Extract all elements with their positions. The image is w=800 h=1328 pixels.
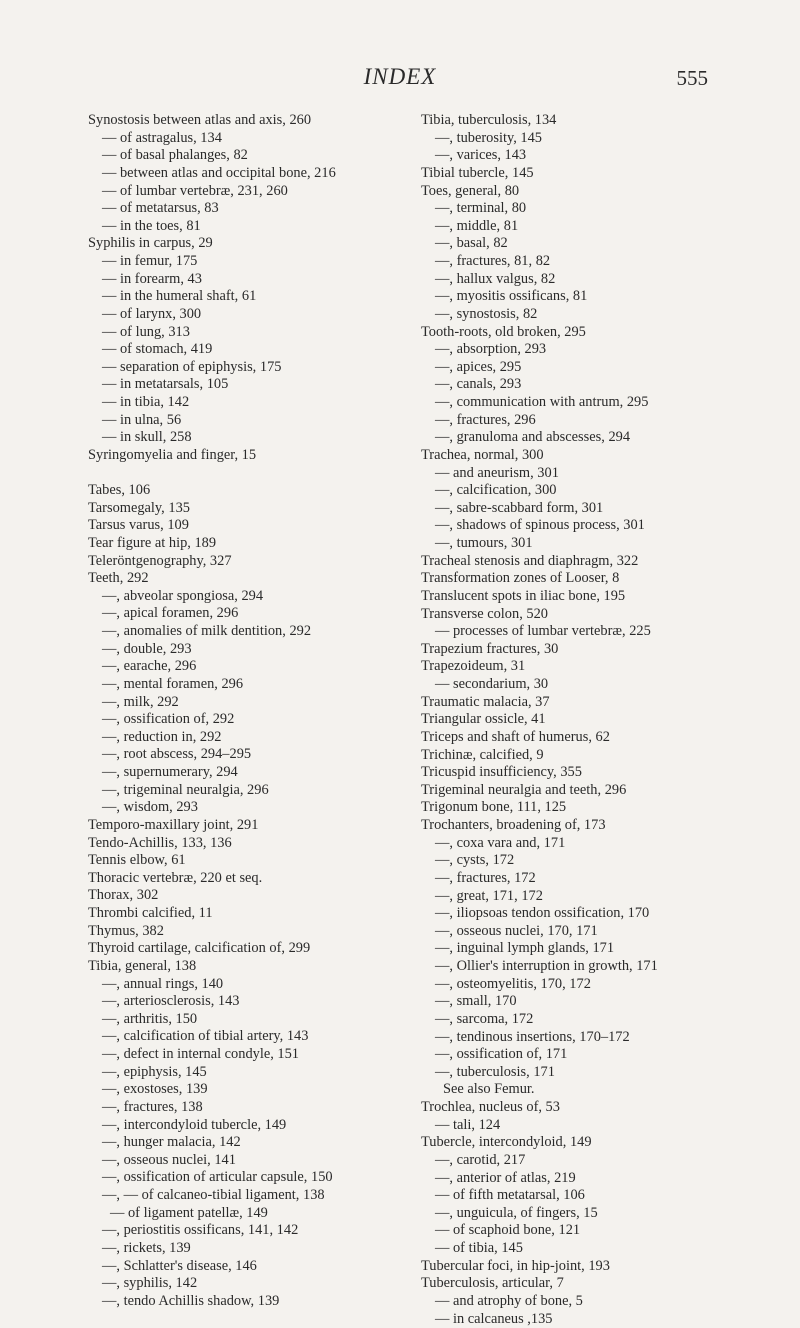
index-subentry: —, milk, 292 [88,694,413,712]
index-subentry: —, wisdom, 293 [88,799,413,817]
index-subentry: —, communication with antrum, 295 [421,394,751,412]
index-column-left [88,112,413,1310]
index-subentry: —, apices, 295 [421,359,751,377]
index-subentry: —, annual rings, 140 [88,976,413,994]
index-subentry: —, fractures, 81, 82 [421,253,751,271]
index-subentry: —, defect in internal condyle, 151 [88,1046,413,1064]
index-entry: Toes, general, 80 [421,183,751,201]
index-entry: Teleröntgenography, 327 [88,553,413,571]
index-entry: Triceps and shaft of humerus, 62 [421,729,751,747]
index-subentry: — in the humeral shaft, 61 [88,288,413,306]
index-subentry: — in femur, 175 [88,253,413,271]
index-entry: Tooth-roots, old broken, 295 [421,324,751,342]
index-entry: Thyroid cartilage, calcification of, 299 [88,940,413,958]
index-subentry: —, arthritis, 150 [88,1011,413,1029]
index-subentry: —, absorption, 293 [421,341,751,359]
index-subentry: —, trigeminal neuralgia, 296 [88,782,413,800]
index-entry: Trigonum bone, 111, 125 [421,799,751,817]
index-entry: Thrombi calcified, 11 [88,905,413,923]
index-subentry: —, tendinous insertions, 170–172 [421,1029,751,1047]
index-entry: Tabes, 106 [88,482,413,500]
index-entry: Trochlea, nucleus of, 53 [421,1099,751,1117]
index-subentry: —, coxa vara and, 171 [421,835,751,853]
index-column-right [421,112,751,1328]
index-subentry: —, sabre-scabbard form, 301 [421,500,751,518]
index-subentry: —, myositis ossificans, 81 [421,288,751,306]
index-entry: Syphilis in carpus, 29 [88,235,413,253]
index-subentry: —, arteriosclerosis, 143 [88,993,413,1011]
index-entry: Transverse colon, 520 [421,606,751,624]
index-subentry: — of metatarsus, 83 [88,200,413,218]
index-entry: Tendo-Achillis, 133, 136 [88,835,413,853]
index-entry: Trigeminal neuralgia and teeth, 296 [421,782,751,800]
index-entry: Tarsomegaly, 135 [88,500,413,518]
index-subentry: See also Femur. [421,1081,751,1099]
index-subentry: — of lumbar vertebræ, 231, 260 [88,183,413,201]
index-subentry: —, fractures, 296 [421,412,751,430]
index-subentry: —, osseous nuclei, 141 [88,1152,413,1170]
index-subentry: — processes of lumbar vertebræ, 225 [421,623,751,641]
index-subentry: —, double, 293 [88,641,413,659]
index-subentry: —, fractures, 138 [88,1099,413,1117]
index-subentry: —, anomalies of milk dentition, 292 [88,623,413,641]
index-subentry: —, varices, 143 [421,147,751,165]
index-subentry: — of stomach, 419 [88,341,413,359]
index-entry: Thorax, 302 [88,887,413,905]
index-subentry: —, root abscess, 294–295 [88,746,413,764]
index-subentry: —, tumours, 301 [421,535,751,553]
index-subentry: — separation of epiphysis, 175 [88,359,413,377]
index-subentry: — in skull, 258 [88,429,413,447]
index-subentry: —, tuberculosis, 171 [421,1064,751,1082]
index-entry: Tuberculosis, articular, 7 [421,1275,751,1293]
index-subentry: —, calcification, 300 [421,482,751,500]
index-subentry: —, earache, 296 [88,658,413,676]
index-subentry: — in tibia, 142 [88,394,413,412]
index-entry: Tarsus varus, 109 [88,517,413,535]
index-subentry: —, great, 171, 172 [421,888,751,906]
index-entry: Tubercular foci, in hip-joint, 193 [421,1258,751,1276]
index-entry: Transformation zones of Looser, 8 [421,570,751,588]
index-entry: Tibial tubercle, 145 [421,165,751,183]
index-subentry: —, periostitis ossificans, 141, 142 [88,1222,413,1240]
index-subentry: —, hallux valgus, 82 [421,271,751,289]
index-subentry: —, supernumerary, 294 [88,764,413,782]
index-subentry: —, ossification of articular capsule, 150 [88,1169,413,1187]
index-entry: Thymus, 382 [88,923,413,941]
index-entry: Tracheal stenosis and diaphragm, 322 [421,553,751,571]
index-subentry: —, — of calcaneo-tibial ligament, 138 [88,1187,413,1205]
index-subentry: — in forearm, 43 [88,271,413,289]
index-subentry: — in calcaneus ,135 [421,1311,751,1328]
index-subentry: —, canals, 293 [421,376,751,394]
index-subentry: — of lung, 313 [88,324,413,342]
index-subentry: —, Schlatter's disease, 146 [88,1258,413,1276]
index-subentry: —, intercondyloid tubercle, 149 [88,1117,413,1135]
index-subentry: —, osseous nuclei, 170, 171 [421,923,751,941]
page-number: 555 [677,66,709,91]
index-subentry: — tali, 124 [421,1117,751,1135]
index-subentry: —, apical foramen, 296 [88,605,413,623]
index-entry: Tear figure at hip, 189 [88,535,413,553]
index-subentry: —, ossification of, 171 [421,1046,751,1064]
index-entry: Tubercle, intercondyloid, 149 [421,1134,751,1152]
index-entry: Trapezoideum, 31 [421,658,751,676]
index-subentry: — of larynx, 300 [88,306,413,324]
index-entry: Triangular ossicle, 41 [421,711,751,729]
index-subentry: —, sarcoma, 172 [421,1011,751,1029]
index-subentry: —, reduction in, 292 [88,729,413,747]
page-header [0,64,800,94]
index-subentry: —, anterior of atlas, 219 [421,1170,751,1188]
index-entry: Thoracic vertebræ, 220 et seq. [88,870,413,888]
index-subentry: — and aneurism, 301 [421,465,751,483]
index-entry: Trapezium fractures, 30 [421,641,751,659]
index-subentry: —, tendo Achillis shadow, 139 [88,1293,413,1311]
index-subentry: —, hunger malacia, 142 [88,1134,413,1152]
index-subentry: —, osteomyelitis, 170, 172 [421,976,751,994]
index-subentry: —, cysts, 172 [421,852,751,870]
index-entry: Tibia, general, 138 [88,958,413,976]
index-subentry: —, terminal, 80 [421,200,751,218]
index-subentry: —, iliopsoas tendon ossification, 170 [421,905,751,923]
index-subentry: —, carotid, 217 [421,1152,751,1170]
index-subentry: —, shadows of spinous process, 301 [421,517,751,535]
index-subentry: — of tibia, 145 [421,1240,751,1258]
index-entry: Teeth, 292 [88,570,413,588]
index-entry: Trichinæ, calcified, 9 [421,747,751,765]
index-subentry: —, abveolar spongiosa, 294 [88,588,413,606]
index-entry: Traumatic malacia, 37 [421,694,751,712]
index-entry: Tibia, tuberculosis, 134 [421,112,751,130]
running-title: INDEX [0,64,800,90]
index-subentry: — and atrophy of bone, 5 [421,1293,751,1311]
index-entry: Trachea, normal, 300 [421,447,751,465]
index-subentry: —, epiphysis, 145 [88,1064,413,1082]
index-subentry: — of ligament patellæ, 149 [88,1205,413,1223]
index-subentry: — between atlas and occipital bone, 216 [88,165,413,183]
index-subentry: —, small, 170 [421,993,751,1011]
index-subentry: —, Ollier's interruption in growth, 171 [421,958,751,976]
index-subentry: —, basal, 82 [421,235,751,253]
index-entry: Temporo-maxillary joint, 291 [88,817,413,835]
index-subentry: —, ossification of, 292 [88,711,413,729]
index-subentry: — of astragalus, 134 [88,130,413,148]
index-entry: Trochanters, broadening of, 173 [421,817,751,835]
index-subentry: — of scaphoid bone, 121 [421,1222,751,1240]
index-subentry: —, rickets, 139 [88,1240,413,1258]
index-subentry: — of fifth metatarsal, 106 [421,1187,751,1205]
index-subentry: —, calcification of tibial artery, 143 [88,1028,413,1046]
index-subentry: — secondarium, 30 [421,676,751,694]
index-entry: Synostosis between atlas and axis, 260 [88,112,413,130]
index-entry: Tricuspid insufficiency, 355 [421,764,751,782]
index-subentry: —, mental foramen, 296 [88,676,413,694]
index-entry: Translucent spots in iliac bone, 195 [421,588,751,606]
index-subentry: — of basal phalanges, 82 [88,147,413,165]
index-subentry: —, tuberosity, 145 [421,130,751,148]
index-subentry: —, middle, 81 [421,218,751,236]
index-subentry: — in metatarsals, 105 [88,376,413,394]
index-subentry: —, granuloma and abscesses, 294 [421,429,751,447]
index-subentry: —, unguicula, of fingers, 15 [421,1205,751,1223]
index-subentry: —, fractures, 172 [421,870,751,888]
index-subentry: —, synostosis, 82 [421,306,751,324]
index-entry: Tennis elbow, 61 [88,852,413,870]
index-entry: Syringomyelia and finger, 15 [88,447,413,465]
index-subentry: — in ulna, 56 [88,412,413,430]
index-subentry: —, inguinal lymph glands, 171 [421,940,751,958]
index-subentry: — in the toes, 81 [88,218,413,236]
index-subentry: —, exostoses, 139 [88,1081,413,1099]
index-subentry: —, syphilis, 142 [88,1275,413,1293]
